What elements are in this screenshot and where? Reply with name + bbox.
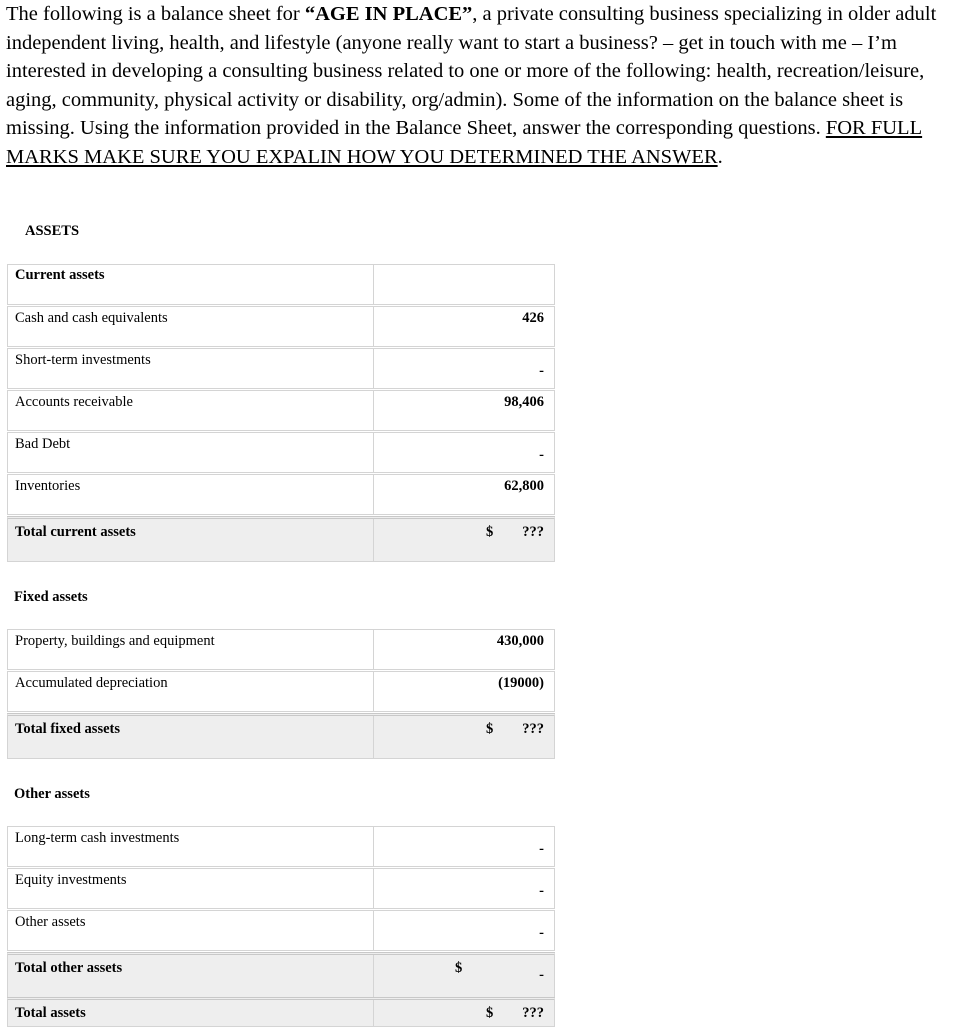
column-divider xyxy=(373,955,374,997)
row-value: 62,800 xyxy=(504,478,544,494)
currency-symbol: $ xyxy=(455,960,463,976)
table-row xyxy=(7,910,555,951)
fixed-assets-heading: Fixed assets xyxy=(14,589,88,605)
row-value: 98,406 xyxy=(504,394,544,410)
currency-symbol: $ xyxy=(486,1005,494,1021)
row-label: Accounts receivable xyxy=(15,394,133,410)
assets-heading: ASSETS xyxy=(25,223,80,239)
column-divider xyxy=(373,672,374,711)
intro-text-1: The following is a balance sheet for xyxy=(6,3,305,25)
total-label: Total assets xyxy=(15,1005,86,1021)
column-divider xyxy=(373,1000,374,1026)
total-current-assets-row xyxy=(7,516,555,562)
row-value: 430,000 xyxy=(496,633,544,649)
row-label: Accumulated depreciation xyxy=(15,675,168,691)
intro-text-2: , a private consulting business specializing in older adult independent living, health, and lifestyle (anyone really want to start a business? – get in touch with me – I’m interested in developing a consulting business related to one or more of the following: health, recreation/leisure, aging, community, physical activity or disability, org/admin). Some of the information on the balance sheet is missing. Using the information provided in the Balance Sheet, answer the corresponding questions. xyxy=(6,3,937,140)
total-value: ??? xyxy=(522,524,544,540)
currency-symbol: $ xyxy=(486,721,494,737)
column-divider xyxy=(373,716,374,758)
table-row xyxy=(7,306,555,347)
current-assets-heading: Current assets xyxy=(15,267,105,283)
column-divider xyxy=(373,869,374,908)
other-assets-heading: Other assets xyxy=(14,786,90,802)
row-label: Cash and cash equivalents xyxy=(15,310,168,326)
table-row xyxy=(7,629,555,670)
table-row xyxy=(7,474,555,515)
column-divider xyxy=(373,265,374,304)
table-row xyxy=(7,671,555,712)
column-divider xyxy=(373,630,374,669)
row-value: 426 xyxy=(522,310,544,326)
total-other-assets-row xyxy=(7,952,555,998)
column-divider xyxy=(373,433,374,472)
row-value: - xyxy=(539,447,544,463)
total-label: Total current assets xyxy=(15,524,136,540)
current-assets-heading-row xyxy=(7,264,555,305)
intro-paragraph xyxy=(6,0,951,172)
total-assets-row xyxy=(7,997,555,1027)
table-row xyxy=(7,432,555,473)
row-label: Short-term investments xyxy=(15,352,151,368)
total-value: ??? xyxy=(522,721,544,737)
row-value: - xyxy=(539,841,544,857)
business-name: “AGE IN PLACE” xyxy=(304,3,473,25)
total-label: Total fixed assets xyxy=(15,721,120,737)
table-row xyxy=(7,348,555,389)
row-value: - xyxy=(539,363,544,379)
row-value: - xyxy=(539,925,544,941)
currency-symbol: $ xyxy=(486,524,494,540)
column-divider xyxy=(373,475,374,514)
row-label: Other assets xyxy=(15,914,86,930)
column-divider xyxy=(373,827,374,866)
row-value: (19000) xyxy=(498,675,544,691)
total-fixed-assets-row xyxy=(7,713,555,759)
intro-text-3: . xyxy=(717,145,723,168)
table-row xyxy=(7,390,555,431)
row-label: Inventories xyxy=(15,478,81,494)
column-divider xyxy=(373,307,374,346)
column-divider xyxy=(373,391,374,430)
total-value: - xyxy=(539,967,544,983)
column-divider xyxy=(373,911,374,950)
row-value: - xyxy=(539,883,544,899)
row-label: Long-term cash investments xyxy=(15,830,180,846)
column-divider xyxy=(373,519,374,561)
column-divider xyxy=(373,349,374,388)
row-label: Bad Debt xyxy=(15,436,71,452)
table-row xyxy=(7,868,555,909)
row-label: Equity investments xyxy=(15,872,127,888)
total-value: ??? xyxy=(522,1005,544,1021)
total-label: Total other assets xyxy=(15,960,123,976)
instruction-text: FOR FULL MARKS MAKE SURE YOU EXPALIN HOW YOU DETERMINED THE ANSWER xyxy=(6,117,923,168)
row-label: Property, buildings and equipment xyxy=(15,633,215,649)
table-row xyxy=(7,826,555,867)
